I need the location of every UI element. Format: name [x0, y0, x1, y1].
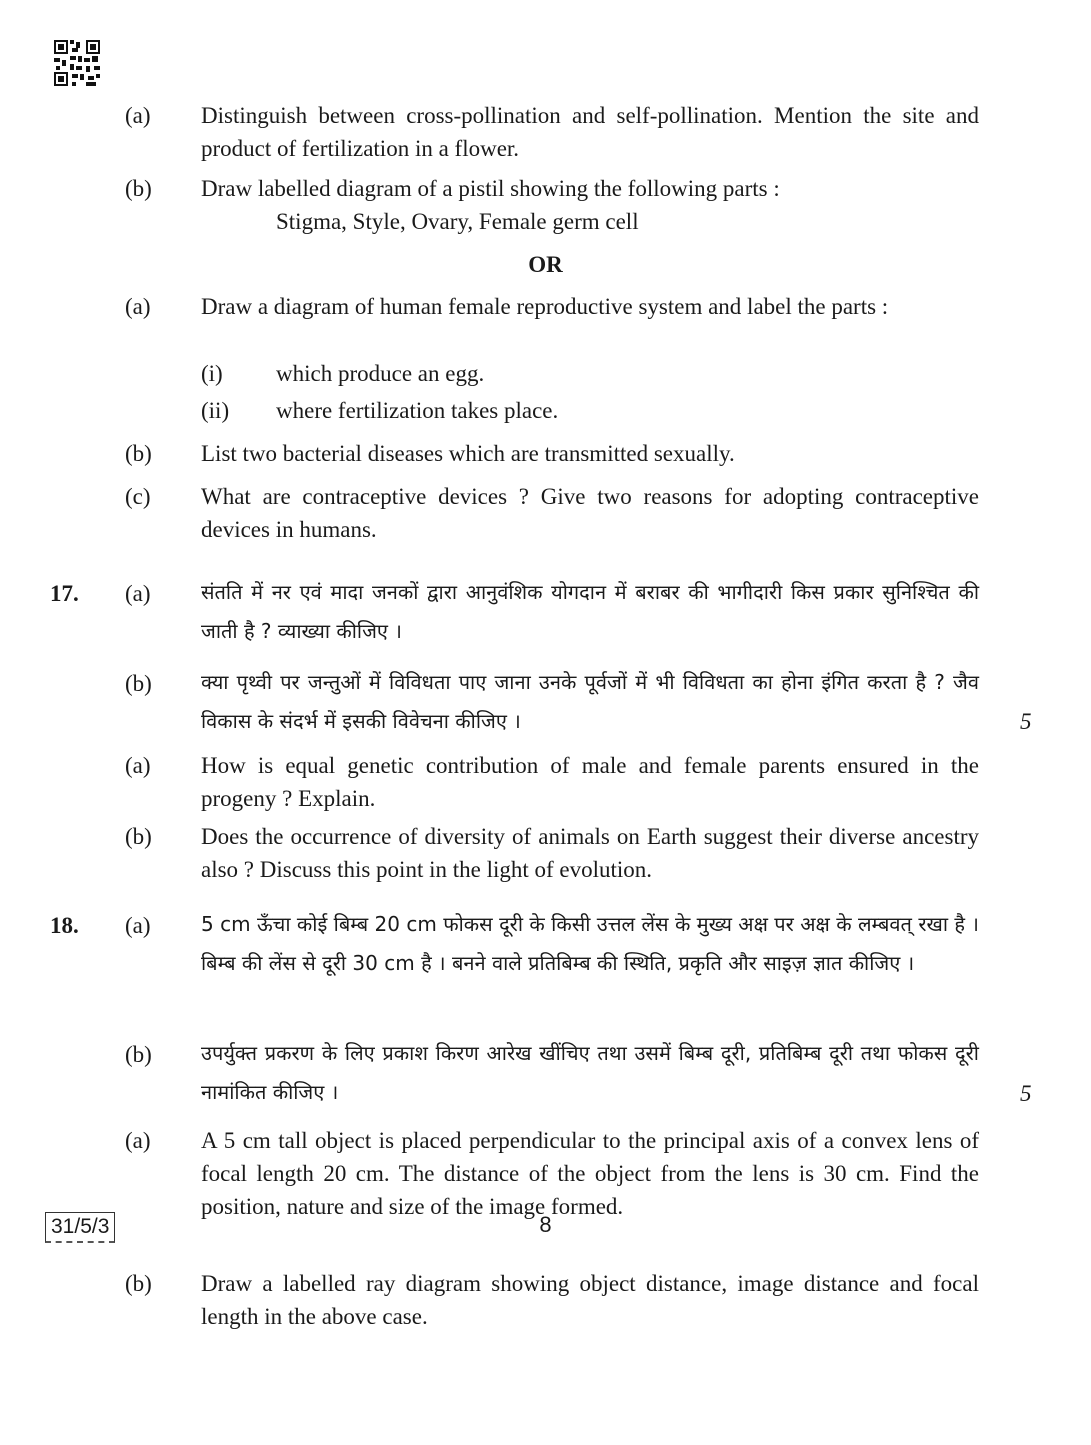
- q18-number: 18.: [50, 913, 79, 938]
- q16-or-c-text: What are contraceptive devices ? Give two reasons for adopting contraceptive devices in humans.: [201, 484, 979, 542]
- q16-or-a-ii-label: (ii): [201, 398, 230, 423]
- page-number: 8: [539, 1212, 552, 1237]
- q18-hi-a-text: 5 cm ऊँचा कोई बिम्ब 20 cm फोकस दूरी के किसी उत्तल लेंस के मुख्य अक्ष पर अक्ष के लम्बवत् रखा है । बिम्ब की लेंस से दूरी 30 cm है । बनने वाले प्रतिबिम्ब की स्थिति, प्रकृति और साइज़ ज्ञात कीजिए ।: [201, 912, 979, 975]
- q16-a-label: (a): [125, 103, 151, 128]
- q16-b-text: Draw labelled diagram of a pistil showing the following parts :: [201, 176, 780, 201]
- q18-hi-b-label: (b): [125, 1042, 152, 1067]
- q17-hi-a-text: संतति में नर एवं मादा जनकों द्वारा आनुवंशिक योगदान में बराबर की भागीदारी किस प्रकार सुनिश्चित की जाती है ? व्याख्या कीजिए ।: [201, 580, 979, 643]
- q16-or-a-i-label: (i): [201, 361, 223, 386]
- q17-hi-a-label: (a): [125, 581, 151, 606]
- q17-hi-b-label: (b): [125, 671, 152, 696]
- q16-or-a-text: Draw a diagram of human female reproductive system and label the parts :: [201, 294, 889, 319]
- q17-marks: 5: [1020, 709, 1032, 734]
- q16-or-a-i-text: which produce an egg.: [276, 361, 485, 386]
- q17-number: 17.: [50, 581, 79, 606]
- q17-en-a-label: (a): [125, 753, 151, 778]
- q16-or-b-label: (b): [125, 441, 152, 466]
- q16-b-parts: Stigma, Style, Ovary, Female germ cell: [276, 209, 639, 234]
- q17-hi-b-text: क्या पृथ्वी पर जन्तुओं में विविधता पाए जाना उनके पूर्वजों में भी विविधता का होना इंगित करता है ? जैव विकास के संदर्भ में इसकी विवेचना कीजिए ।: [201, 670, 979, 733]
- q17-en-a-text: How is equal genetic contribution of male and female parents ensured in the progeny ? Explain.: [201, 753, 979, 811]
- q18-marks: 5: [1020, 1081, 1032, 1106]
- q18-hi-b-text: उपर्युक्त प्रकरण के लिए प्रकाश किरण आरेख खींचिए तथा उसमें बिम्ब दूरी, प्रतिबिम्ब दूरी तथा फोकस दूरी नामांकित कीजिए ।: [201, 1041, 979, 1104]
- q17-en-b-text: Does the occurrence of diversity of animals on Earth suggest their diverse ancestry also ? Discuss this point in the light of evolution.: [201, 824, 979, 882]
- q18-en-b-label: (b): [125, 1271, 152, 1296]
- q18-en-a-text: A 5 cm tall object is placed perpendicular to the principal axis of a convex lens of focal length 20 cm. The distance of the object from the lens is 30 cm. Find the position, nature and size of the image formed.: [201, 1128, 979, 1219]
- q16-a-text: Distinguish between cross-pollination and self-pollination. Mention the site and product of fertilization in a flower.: [201, 103, 979, 161]
- or-divider: OR: [528, 252, 563, 277]
- q16-or-a-ii-text: where fertilization takes place.: [276, 398, 559, 423]
- q16-or-b-text: List two bacterial diseases which are transmitted sexually.: [201, 441, 735, 466]
- qr-code-icon: [54, 40, 100, 86]
- q18-en-a-label: (a): [125, 1128, 151, 1153]
- q18-en-b-text: Draw a labelled ray diagram showing object distance, image distance and focal length in the above case.: [201, 1271, 979, 1329]
- q16-b-label: (b): [125, 176, 152, 201]
- q17-en-b-label: (b): [125, 824, 152, 849]
- q16-or-a-label: (a): [125, 294, 151, 319]
- q16-or-c-label: (c): [125, 484, 151, 509]
- q18-hi-a-label: (a): [125, 913, 151, 938]
- paper-code: 31/5/3: [45, 1212, 115, 1243]
